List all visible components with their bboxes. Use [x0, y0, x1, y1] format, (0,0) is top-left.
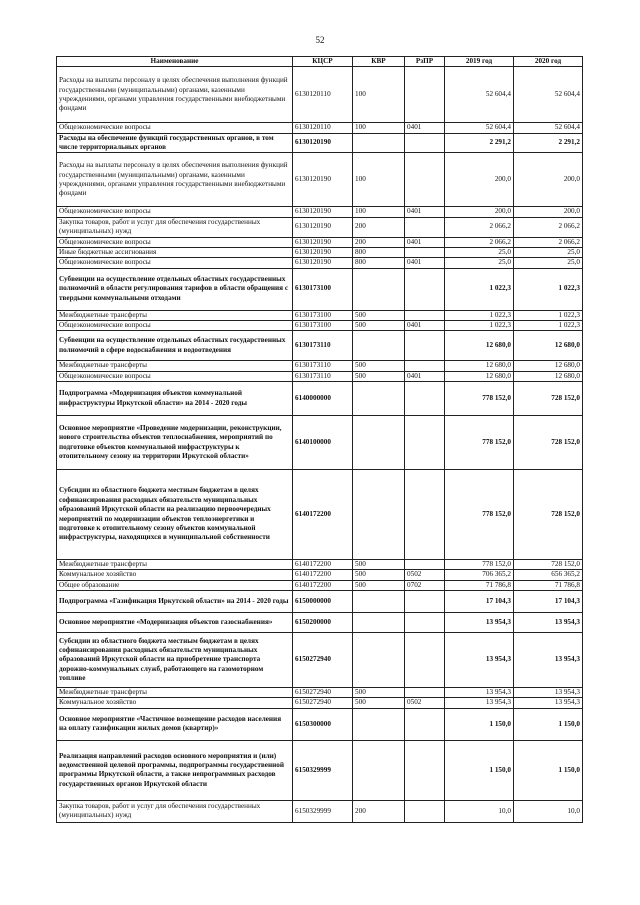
cell-2020: 13 954,3: [514, 633, 583, 688]
cell-kvr: 200: [353, 217, 405, 237]
cell-kvr: 500: [353, 570, 405, 580]
table-row: [57, 580, 583, 590]
cell-kcsr: 6140172200: [293, 570, 353, 580]
table-row: [57, 800, 583, 822]
cell-name: Расходы на выплаты персоналу в целях обеспечения выполнения функций государственными (муниципальными) органами, казенными учреждениями, органами управления государственными внебюджетными фондами: [57, 67, 293, 123]
cell-name: Общее образование: [57, 580, 293, 590]
cell-2019: 200,0: [445, 153, 514, 207]
cell-name: Основное мероприятие «Модернизация объектов газоснабжения»: [57, 613, 293, 633]
cell-rzpr: [405, 470, 445, 560]
table-row: [57, 310, 583, 320]
cell-kvr: 200: [353, 237, 405, 247]
cell-2019: 13 954,3: [445, 613, 514, 633]
cell-2019: 1 150,0: [445, 740, 514, 800]
cell-name: Закупка товаров, работ и услуг для обеспечения государственных (муниципальных) нужд: [57, 800, 293, 822]
table-row: [57, 153, 583, 207]
cell-kcsr: 6150329999: [293, 740, 353, 800]
table-header: [57, 57, 583, 67]
cell-2020: 13 954,3: [514, 688, 583, 698]
table-row: [57, 698, 583, 708]
cell-2020: 2 066,2: [514, 217, 583, 237]
cell-kvr: [353, 470, 405, 560]
cell-rzpr: [405, 633, 445, 688]
cell-rzpr: 0702: [405, 580, 445, 590]
cell-2019: 778 152,0: [445, 560, 514, 570]
cell-rzpr: 0401: [405, 320, 445, 330]
cell-kvr: 500: [353, 560, 405, 570]
cell-kvr: 500: [353, 698, 405, 708]
header-2020: 2020 год: [514, 57, 583, 67]
table-row: [57, 123, 583, 133]
cell-kcsr: 6130173100: [293, 268, 353, 310]
cell-2020: 13 954,3: [514, 613, 583, 633]
cell-2019: 25,0: [445, 258, 514, 268]
cell-kvr: 100: [353, 153, 405, 207]
cell-2019: 2 066,2: [445, 237, 514, 247]
cell-rzpr: [405, 67, 445, 123]
cell-rzpr: [405, 153, 445, 207]
header-kcsr: КЦСР: [293, 57, 353, 67]
cell-kvr: [353, 633, 405, 688]
cell-2019: 71 786,8: [445, 580, 514, 590]
header-kvr: КВР: [353, 57, 405, 67]
cell-2020: 728 152,0: [514, 416, 583, 470]
cell-rzpr: 0401: [405, 207, 445, 217]
table-row: [57, 708, 583, 740]
cell-kvr: 200: [353, 800, 405, 822]
cell-name: Общеэкономические вопросы: [57, 237, 293, 247]
cell-kcsr: 6130173110: [293, 331, 353, 361]
cell-2020: 12 680,0: [514, 331, 583, 361]
cell-2019: 12 680,0: [445, 331, 514, 361]
cell-name: Коммунальное хозяйство: [57, 570, 293, 580]
table-row: [57, 320, 583, 330]
cell-name: Межбюджетные трансферты: [57, 310, 293, 320]
cell-name: Коммунальное хозяйство: [57, 698, 293, 708]
cell-2020: 12 680,0: [514, 361, 583, 371]
cell-name: Основное мероприятие «Проведение модернизации, реконструкции, нового строительства объектов теплоснабжения, мероприятий по подготовке объектов коммунальной инфраструктуры к отопительному сезону на территории Иркутской области»: [57, 416, 293, 470]
cell-2020: 2 066,2: [514, 237, 583, 247]
cell-name: Субвенции на осуществление отдельных областных государственных полномочий в области регулирования тарифов в области обращения с твердыми коммунальными отходами: [57, 268, 293, 310]
table-row: [57, 237, 583, 247]
cell-2019: 778 152,0: [445, 470, 514, 560]
cell-rzpr: [405, 247, 445, 257]
cell-kcsr: 6150000000: [293, 591, 353, 613]
cell-2019: 17 104,3: [445, 591, 514, 613]
cell-rzpr: [405, 217, 445, 237]
cell-kcsr: 6130120110: [293, 123, 353, 133]
cell-name: Иные бюджетные ассигнования: [57, 247, 293, 257]
cell-kvr: 100: [353, 67, 405, 123]
cell-2020: 656 365,2: [514, 570, 583, 580]
cell-rzpr: [405, 708, 445, 740]
cell-name: Субсидии из областного бюджета местным бюджетам в целях софинансирования расходных обязательств муниципальных образований Иркутской области на приобретение транспорта дорожно-коммунальных служб, работающего на газомоторном топливе: [57, 633, 293, 688]
cell-rzpr: [405, 688, 445, 698]
cell-kvr: 500: [353, 580, 405, 590]
cell-2019: 1 022,3: [445, 310, 514, 320]
cell-kvr: 500: [353, 320, 405, 330]
cell-kvr: 100: [353, 123, 405, 133]
header-rzpr: РзПР: [405, 57, 445, 67]
table-row: [57, 740, 583, 800]
cell-rzpr: [405, 591, 445, 613]
cell-kcsr: 6130173100: [293, 320, 353, 330]
cell-2020: 1 022,3: [514, 268, 583, 310]
cell-2020: 1 022,3: [514, 310, 583, 320]
table-row: [57, 331, 583, 361]
cell-2019: 12 680,0: [445, 371, 514, 381]
cell-kcsr: 6150272940: [293, 633, 353, 688]
cell-kcsr: 6130120190: [293, 247, 353, 257]
table-row: [57, 382, 583, 416]
table-row: [57, 371, 583, 381]
cell-2019: 778 152,0: [445, 416, 514, 470]
cell-2020: 52 604,4: [514, 123, 583, 133]
cell-2019: 778 152,0: [445, 382, 514, 416]
cell-kvr: [353, 382, 405, 416]
cell-2019: 13 954,3: [445, 633, 514, 688]
table-row: [57, 268, 583, 310]
cell-kcsr: 6130120110: [293, 67, 353, 123]
table-body: [57, 67, 583, 822]
cell-kcsr: 6140172200: [293, 470, 353, 560]
cell-2020: 1 022,3: [514, 320, 583, 330]
cell-kvr: 500: [353, 361, 405, 371]
cell-name: Подпрограмма «Газификация Иркутской области» на 2014 - 2020 годы: [57, 591, 293, 613]
cell-kvr: 500: [353, 310, 405, 320]
cell-kvr: [353, 613, 405, 633]
cell-kcsr: 6150200000: [293, 613, 353, 633]
cell-2020: 728 152,0: [514, 382, 583, 416]
cell-2020: 52 604,4: [514, 67, 583, 123]
cell-2019: 12 680,0: [445, 361, 514, 371]
cell-kvr: 800: [353, 258, 405, 268]
cell-rzpr: [405, 613, 445, 633]
cell-2020: 2 291,2: [514, 133, 583, 153]
cell-kvr: [353, 268, 405, 310]
cell-kvr: [353, 591, 405, 613]
cell-2020: 200,0: [514, 153, 583, 207]
cell-name: Межбюджетные трансферты: [57, 361, 293, 371]
cell-rzpr: [405, 331, 445, 361]
cell-rzpr: 0502: [405, 698, 445, 708]
cell-2020: 71 786,8: [514, 580, 583, 590]
cell-2020: 10,0: [514, 800, 583, 822]
cell-kcsr: 6150300000: [293, 708, 353, 740]
cell-2019: 2 066,2: [445, 217, 514, 237]
cell-name: Общеэкономические вопросы: [57, 258, 293, 268]
table-row: [57, 688, 583, 698]
cell-kcsr: 6130173110: [293, 371, 353, 381]
cell-name: Общеэкономические вопросы: [57, 207, 293, 217]
table-row: [57, 361, 583, 371]
cell-2020: 1 150,0: [514, 708, 583, 740]
table-row: [57, 416, 583, 470]
cell-kcsr: 6150272940: [293, 688, 353, 698]
cell-name: Подпрограмма «Модернизация объектов коммунальной инфраструктуры Иркутской области» на 2014 - 2020 годы: [57, 382, 293, 416]
cell-2020: 728 152,0: [514, 470, 583, 560]
table-row: [57, 633, 583, 688]
cell-name: Общеэкономические вопросы: [57, 123, 293, 133]
cell-rzpr: [405, 268, 445, 310]
cell-kvr: [353, 133, 405, 153]
cell-name: Реализация направлений расходов основного мероприятия и (или) ведомственной целевой программы, подпрограммы государственной программы Иркутской области, а также непрограммных расходов государственных органов Иркутской области: [57, 740, 293, 800]
cell-2020: 13 954,3: [514, 698, 583, 708]
cell-name: Общеэкономические вопросы: [57, 371, 293, 381]
cell-kcsr: 6130120190: [293, 237, 353, 247]
cell-name: Общеэкономические вопросы: [57, 320, 293, 330]
cell-2019: 52 604,4: [445, 67, 514, 123]
table-row: [57, 67, 583, 123]
cell-name: Субвенции на осуществление отдельных областных государственных полномочий в сфере водоснабжения и водоотведения: [57, 331, 293, 361]
cell-kcsr: 6140100000: [293, 416, 353, 470]
cell-rzpr: [405, 310, 445, 320]
cell-2020: 12 680,0: [514, 371, 583, 381]
table-row: [57, 591, 583, 613]
cell-2020: 25,0: [514, 247, 583, 257]
cell-kcsr: 6130120190: [293, 258, 353, 268]
cell-kvr: 800: [353, 247, 405, 257]
cell-2020: 1 150,0: [514, 740, 583, 800]
cell-2020: 200,0: [514, 207, 583, 217]
cell-name: Расходы на выплаты персоналу в целях обеспечения выполнения функций государственными (муниципальными) органами, казенными учреждениями, органами управления государственными внебюджетными фондами: [57, 153, 293, 207]
cell-rzpr: 0502: [405, 570, 445, 580]
cell-rzpr: [405, 800, 445, 822]
cell-kcsr: 6130173110: [293, 361, 353, 371]
cell-kvr: 100: [353, 207, 405, 217]
cell-kcsr: 6150272940: [293, 698, 353, 708]
cell-name: Закупка товаров, работ и услуг для обеспечения государственных (муниципальных) нужд: [57, 217, 293, 237]
budget-table: [56, 56, 583, 823]
header-2019: 2019 год: [445, 57, 514, 67]
cell-rzpr: 0401: [405, 258, 445, 268]
cell-rzpr: [405, 416, 445, 470]
cell-2019: 13 954,3: [445, 688, 514, 698]
cell-kcsr: 6130120190: [293, 207, 353, 217]
cell-kvr: [353, 331, 405, 361]
cell-kcsr: 6130120190: [293, 133, 353, 153]
cell-2019: 200,0: [445, 207, 514, 217]
cell-rzpr: [405, 560, 445, 570]
table-row: [57, 560, 583, 570]
cell-kcsr: 6130120190: [293, 153, 353, 207]
table-row: [57, 217, 583, 237]
header-name: Наименование: [57, 57, 293, 67]
cell-2020: 728 152,0: [514, 560, 583, 570]
cell-2019: 25,0: [445, 247, 514, 257]
cell-rzpr: 0401: [405, 371, 445, 381]
cell-2020: 17 104,3: [514, 591, 583, 613]
cell-2020: 25,0: [514, 258, 583, 268]
cell-kcsr: 6140172200: [293, 560, 353, 570]
cell-2019: 52 604,4: [445, 123, 514, 133]
cell-2019: 1 150,0: [445, 708, 514, 740]
cell-2019: 10,0: [445, 800, 514, 822]
table-row: [57, 207, 583, 217]
cell-2019: 1 022,3: [445, 320, 514, 330]
cell-2019: 706 365,2: [445, 570, 514, 580]
cell-kvr: 500: [353, 688, 405, 698]
table-row: [57, 247, 583, 257]
cell-2019: 13 954,3: [445, 698, 514, 708]
cell-name: Межбюджетные трансферты: [57, 560, 293, 570]
cell-2019: 2 291,2: [445, 133, 514, 153]
cell-name: Межбюджетные трансферты: [57, 688, 293, 698]
table-row: [57, 258, 583, 268]
cell-rzpr: [405, 361, 445, 371]
cell-rzpr: [405, 740, 445, 800]
cell-kvr: [353, 708, 405, 740]
cell-kvr: [353, 740, 405, 800]
table-row: [57, 133, 583, 153]
table-row: [57, 470, 583, 560]
cell-name: Субсидии из областного бюджета местным бюджетам в целях софинансирования расходных обязательств муниципальных образований Иркутской области на реализацию первоочередных мероприятий по модернизации объектов теплоэнергетики и подготовке к отопительному сезону объектов коммунальной инфраструктуры, находящихся в муниципальной собственности: [57, 470, 293, 560]
cell-name: Основное мероприятие «Частичное возмещение расходов населения на оплату газификации жилых домов (квартир)»: [57, 708, 293, 740]
table-row: [57, 613, 583, 633]
cell-2019: 1 022,3: [445, 268, 514, 310]
cell-kcsr: 6140000000: [293, 382, 353, 416]
cell-rzpr: [405, 133, 445, 153]
cell-kcsr: 6140172200: [293, 580, 353, 590]
cell-rzpr: [405, 382, 445, 416]
cell-kcsr: 6150329999: [293, 800, 353, 822]
page-number: 52: [315, 35, 325, 45]
cell-name: Расходы на обеспечение функций государственных органов, в том числе территориальных органов: [57, 133, 293, 153]
cell-rzpr: 0401: [405, 237, 445, 247]
cell-kvr: [353, 416, 405, 470]
table-row: [57, 570, 583, 580]
cell-kvr: 500: [353, 371, 405, 381]
cell-kcsr: 6130120190: [293, 217, 353, 237]
cell-rzpr: 0401: [405, 123, 445, 133]
cell-kcsr: 6130173100: [293, 310, 353, 320]
